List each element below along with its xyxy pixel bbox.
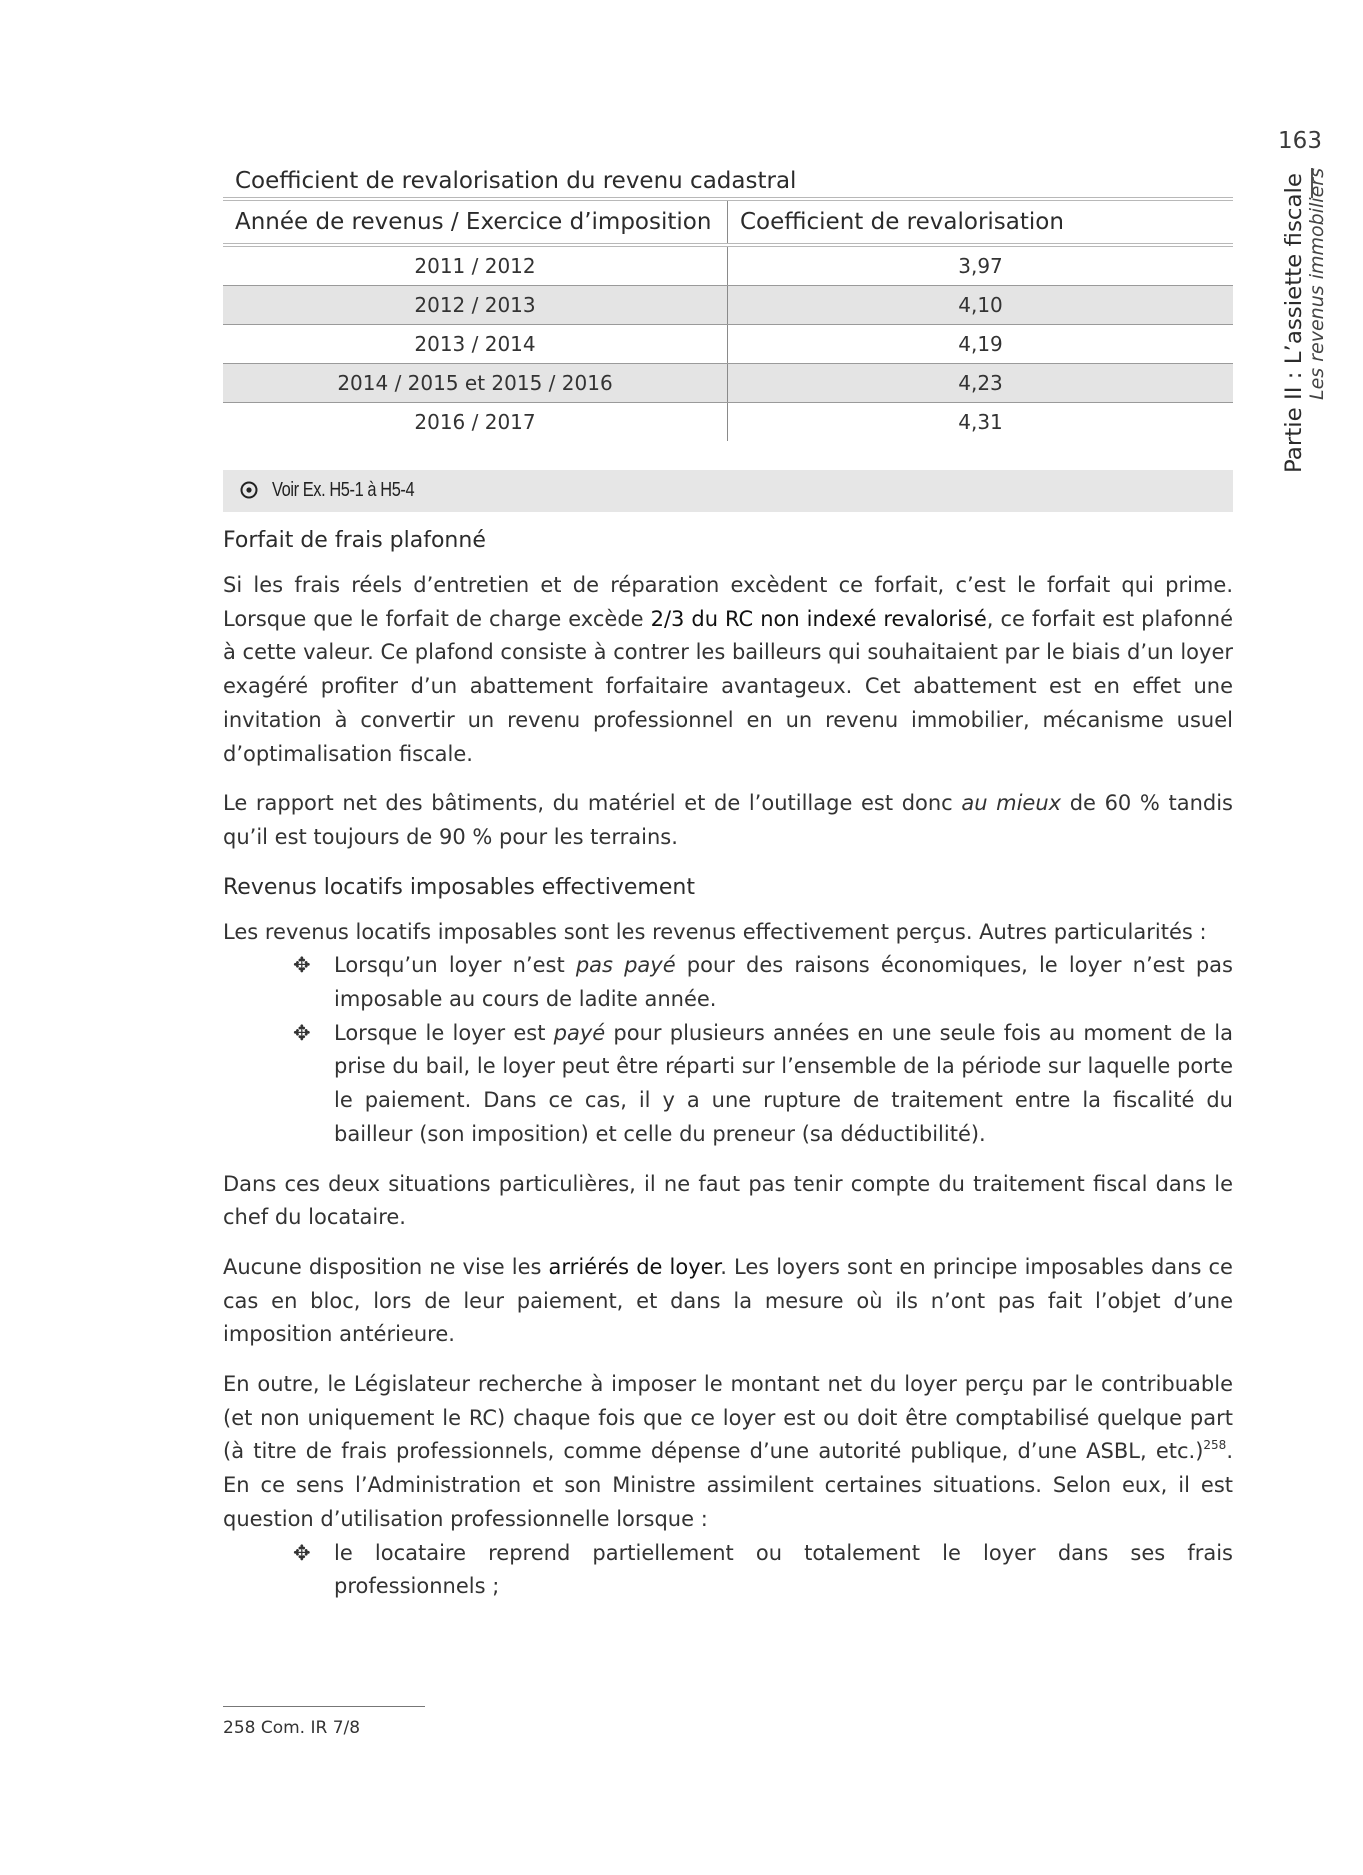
emphasis-text: 2/3 du RC non indexé revalorisé xyxy=(650,606,987,631)
paragraph-legislateur xyxy=(223,1368,1233,1537)
table-row xyxy=(223,286,1233,325)
cell-coefficient: 4,31 xyxy=(958,410,1003,434)
bullet-list xyxy=(223,1537,1233,1604)
table-row xyxy=(223,403,1233,442)
target-icon xyxy=(239,480,259,500)
column-header-coefficient: Coefficient de revalorisation xyxy=(728,199,1234,245)
cell-coefficient: 4,23 xyxy=(728,364,1234,403)
paragraph-intro: Les revenus locatifs imposables sont les revenus effectivement perçus. Autres particularités : xyxy=(223,919,1207,944)
bullet-list xyxy=(223,949,1233,1151)
italic-text: pas payé xyxy=(575,953,676,978)
text-run: pour des raisons économiques, le loyer n’est pas imposable au cours de ladite année. xyxy=(334,953,1233,1012)
list-item xyxy=(293,949,1233,1016)
list-item xyxy=(293,1017,1233,1152)
bullet-icon: ✥ xyxy=(293,953,311,978)
emphasis-text: arriérés de loyer xyxy=(548,1254,721,1279)
text-run: Le rapport net des bâtiments, du matériel et de l’outillage est donc xyxy=(223,791,962,816)
cell-year: 2012 / 2013 xyxy=(223,286,728,325)
paragraph-rapport-net xyxy=(223,787,1233,854)
footnote-divider xyxy=(223,1706,425,1707)
italic-text: payé xyxy=(553,1020,606,1045)
footnote-ref[interactable]: 258 xyxy=(1203,1438,1227,1453)
text-run: , ce forfait est plafonné à cette valeur. Ce plafond consiste à contrer les bailleurs qui souhaitaient par le biais d’un loyer exagéré profiter d’un abattement forfaitaire avantageux. Cet abattement est en effet une invitation à convertir un revenu professionnel en un revenu immobilier, mécanisme usuel d’optimalisation fiscale. xyxy=(223,606,1233,766)
table-row xyxy=(223,245,1233,286)
table-row xyxy=(223,364,1233,403)
text-run: Lorsque le loyer est xyxy=(334,1020,554,1045)
text-run: . En ce sens l’Administration et son Ministre assimilent certaines situations. Selon eux, il est question d’utilisation professionnelle lorsque : xyxy=(223,1439,1233,1531)
text-run: Lorsqu’un loyer n’est xyxy=(334,953,576,978)
section-heading-revenus-locatifs: Revenus locatifs imposables effectivement xyxy=(223,874,695,900)
table-row xyxy=(223,325,1233,364)
footnote: 258 Com. IR 7/8 xyxy=(223,1718,361,1738)
cell-year: 2013 / 2014 xyxy=(223,325,728,364)
paragraph-situations: Dans ces deux situations particulières, il ne faut pas tenir compte du traitement fiscal dans le chef du locataire. xyxy=(223,1171,1233,1230)
text-run: En outre, le Législateur recherche à imposer le montant net du loyer perçu par le contribuable (et non uniquement le RC) chaque fois que ce loyer est ou doit être comptabilisé quelque part (à titre de frais professionnels, comme dépense d’une autorité publique, d’une ASBL, etc.) xyxy=(223,1372,1233,1464)
coefficient-table xyxy=(223,197,1233,441)
text-run: pour plusieurs années en une seule fois au moment de la prise du bail, le loyer peut être réparti sur l’ensemble de la période sur laquelle porte le paiement. Dans ce cas, il y a une rupture de traitement entre la fiscalité du bailleur (son imposition) et celle du preneur (sa déductibilité). xyxy=(334,1020,1233,1146)
cell-year: 2014 / 2015 et 2015 / 2016 xyxy=(223,364,728,403)
section-heading-forfait: Forfait de frais plafonné xyxy=(223,528,486,553)
running-head xyxy=(1275,168,1331,473)
text-run: Aucune disposition ne vise les xyxy=(223,1254,549,1279)
text-run: le locataire reprend partiellement ou totalement le loyer dans ses frais professionnels ; xyxy=(334,1540,1233,1599)
paragraph-arrieres xyxy=(223,1251,1233,1352)
cell-coefficient: 3,97 xyxy=(728,245,1234,286)
list-item xyxy=(293,1537,1233,1604)
page-number: 163 xyxy=(1278,128,1322,154)
table-caption: Coefficient de revalorisation du revenu cadastral xyxy=(235,168,797,194)
paragraph-forfait xyxy=(223,569,1233,771)
running-head-chapter-title: Les revenus immobiliers xyxy=(1306,168,1328,400)
main-content xyxy=(223,524,1233,1620)
text-run: Si les frais réels d’entretien et de réparation excèdent ce forfait, c’est le forfait qui prime. Lorsque que le forfait de charge excède xyxy=(223,573,1233,631)
italic-text: au mieux xyxy=(961,791,1062,816)
see-exercises-label: Voir Ex. H5-1 à H5-4 xyxy=(272,479,415,501)
column-header-year: Année de revenus / Exercice d’imposition xyxy=(223,199,728,245)
running-head-part-title: Partie II : L’assiette fiscale xyxy=(1282,184,1307,473)
bullet-icon: ✥ xyxy=(293,1540,311,1565)
bullet-icon: ✥ xyxy=(293,1020,311,1045)
cell-coefficient: 4,19 xyxy=(728,325,1234,364)
cell-year: 2011 / 2012 xyxy=(223,245,728,286)
cell-coefficient: 4,10 xyxy=(728,286,1234,325)
see-exercises-link[interactable] xyxy=(223,470,1233,512)
text-run: de 60 % tandis qu’il est toujours de 90 % pour les terrains. xyxy=(223,791,1233,849)
table-header-row xyxy=(223,199,1233,245)
cell-year: 2016 / 2017 xyxy=(223,403,728,442)
text-run: . Les loyers sont en principe imposables dans ce cas en bloc, lors de leur paiement, et dans la mesure où ils n’ont pas fait l’objet d’une imposition antérieure. xyxy=(223,1254,1233,1347)
